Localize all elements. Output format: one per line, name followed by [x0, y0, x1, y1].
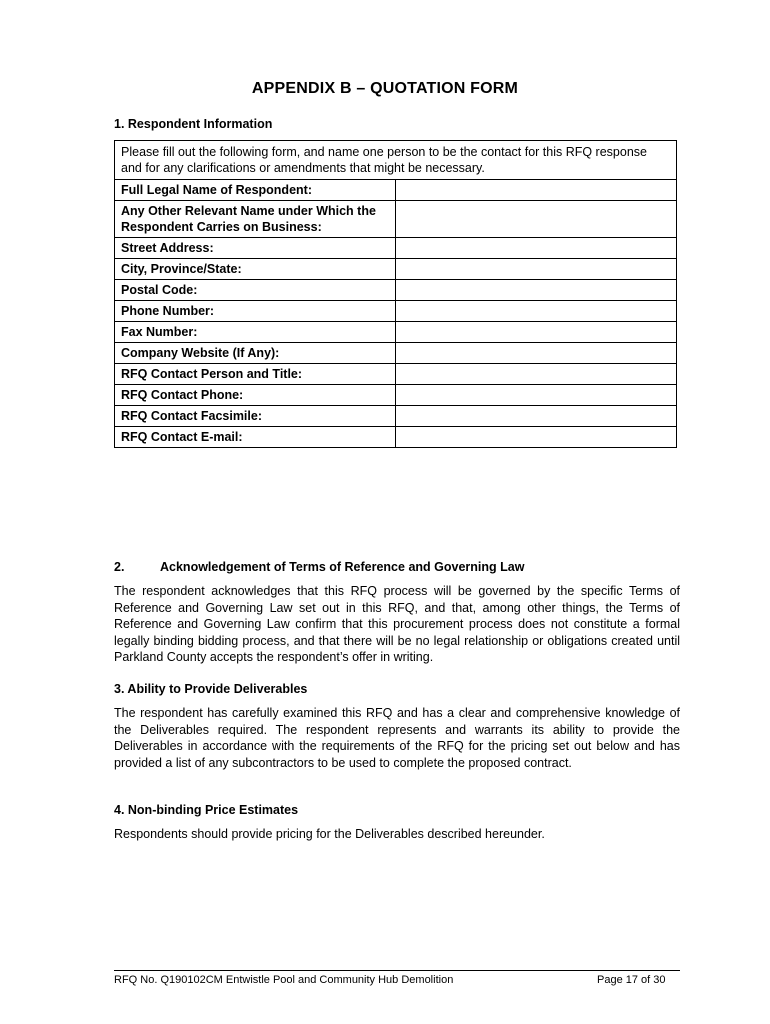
table-row: [115, 301, 677, 322]
field-phone[interactable]: [396, 301, 677, 322]
footer-page-number: Page 17 of 30: [597, 974, 666, 986]
field-contact-phone[interactable]: [396, 385, 677, 406]
field-label-other-name: Any Other Relevant Name under Which the Respondent Carries on Business:: [115, 201, 396, 238]
table-row: [115, 364, 677, 385]
section-3-heading: 3. Ability to Provide Deliverables: [114, 682, 308, 696]
footer-divider: [114, 970, 680, 971]
field-street-address[interactable]: [396, 238, 677, 259]
section-2-title: Acknowledgement of Terms of Reference and Governing Law: [160, 560, 525, 574]
field-label-contact-phone: RFQ Contact Phone:: [115, 385, 396, 406]
table-row: [115, 180, 677, 201]
table-row: [115, 385, 677, 406]
field-label-website: Company Website (If Any):: [115, 343, 396, 364]
field-contact-email[interactable]: [396, 427, 677, 448]
field-fax[interactable]: [396, 322, 677, 343]
field-contact-person[interactable]: [396, 364, 677, 385]
table-intro-row: [115, 141, 677, 180]
section-1-heading: 1. Respondent Information: [114, 117, 273, 131]
section-3-body: The respondent has carefully examined this RFQ and has a clear and comprehensive knowledge of the Deliverables required. The respondent represents and warrants its ability to provide the Deliverables in accordance with the requirements of the RFQ for the pricing set out below and has provided a list of any subcontractors to be used to complete the proposed contract.: [114, 706, 680, 770]
field-label-city: City, Province/State:: [115, 259, 396, 280]
field-label-postal-code: Postal Code:: [115, 280, 396, 301]
table-row: [115, 201, 677, 238]
respondent-info-table: [114, 140, 677, 448]
field-label-contact-email: RFQ Contact E-mail:: [115, 427, 396, 448]
field-website[interactable]: [396, 343, 677, 364]
footer-document-id: RFQ No. Q190102CM Entwistle Pool and Community Hub Demolition: [114, 974, 454, 986]
table-row: [115, 343, 677, 364]
field-legal-name[interactable]: [396, 180, 677, 201]
section-4-body: Respondents should provide pricing for the Deliverables described hereunder.: [114, 827, 545, 841]
field-postal-code[interactable]: [396, 280, 677, 301]
table-row: [115, 280, 677, 301]
table-row: [115, 427, 677, 448]
section-2-number: 2.: [114, 560, 125, 574]
field-label-contact-facsimile: RFQ Contact Facsimile:: [115, 406, 396, 427]
field-label-contact-person: RFQ Contact Person and Title:: [115, 364, 396, 385]
section-2-heading: [114, 560, 524, 574]
table-row: [115, 238, 677, 259]
page-title: APPENDIX B – QUOTATION FORM: [251, 80, 519, 97]
field-label-fax: Fax Number:: [115, 322, 396, 343]
field-contact-facsimile[interactable]: [396, 406, 677, 427]
field-label-phone: Phone Number:: [115, 301, 396, 322]
section-4-heading: 4. Non-binding Price Estimates: [114, 803, 299, 817]
table-row: [115, 406, 677, 427]
table-intro-text: Please fill out the following form, and name one person to be the contact for this RFQ response and for any clarifications or amendments that might be necessary.: [115, 141, 677, 180]
table-row: [115, 259, 677, 280]
field-other-name[interactable]: [396, 201, 677, 238]
field-label-legal-name: Full Legal Name of Respondent:: [115, 180, 396, 201]
section-2-body: The respondent acknowledges that this RFQ process will be governed by the specific Terms of Reference and Governing Law set out in this RFQ, and that, among other things, the Terms of Reference and Governing Law confirm that this procurement process does not constitute a formal legally binding bidding process, and that there will be no legal relationship or obligations created until Parkland County accepts the respondent’s offer in writing.: [114, 584, 680, 664]
table-row: [115, 322, 677, 343]
field-city[interactable]: [396, 259, 677, 280]
field-label-street-address: Street Address:: [115, 238, 396, 259]
